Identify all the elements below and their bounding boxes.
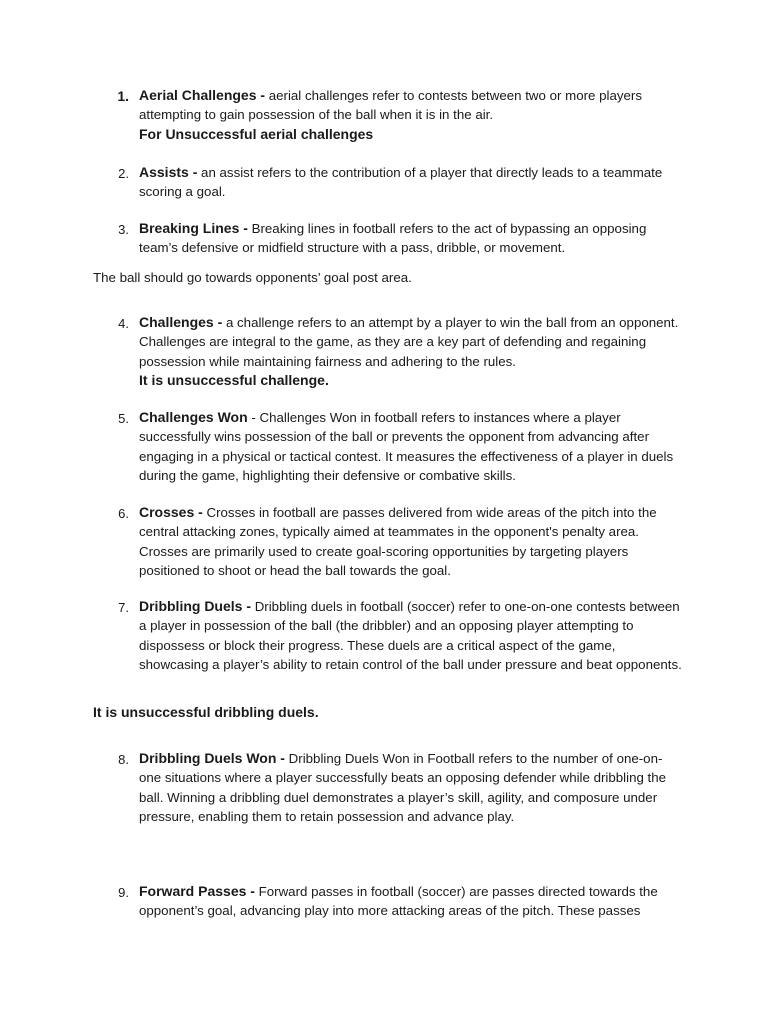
list-item-assists	[93, 163, 683, 202]
list-item-aerial-challenges	[93, 86, 683, 144]
list-number: 6.	[118, 506, 129, 521]
definition-text: Dribbling Duels Won in Football refers to the number of one-on-one situations where a player successfully beats an opposing defender while dribbling the ball. Winning a dribbling duel demonstrates a player’s skill, agility, and composure under pressure, enabling them to retain possession and advance play.	[139, 751, 667, 824]
list-number: 9.	[118, 885, 129, 900]
definition-text: Crosses in football are passes delivered from wide areas of the pitch into the central attacking zones, typically aimed at teammates in the opponent's penalty area. Crosses are primarily used to create goal-scoring opportunities by targeting players positioned to shoot or head the ball towards the goal.	[139, 505, 657, 578]
list-number: 5.	[118, 411, 129, 426]
term-label: Challenges -	[139, 314, 223, 330]
term-label: Crosses -	[139, 504, 203, 520]
term-label: Dribbling Duels -	[139, 598, 251, 614]
item-note: It is unsuccessful challenge.	[139, 371, 329, 388]
list-item-dribbling-duels	[93, 597, 683, 674]
definition-text: aerial challenges refer to contests between two or more players attempting to gain possession of the ball when it is in the air.	[139, 88, 642, 123]
definition-text: a challenge refers to an attempt by a player to win the ball from an opponent. Challenges are integral to the game, as they are a key part of defending and regaining possession while maintaining fairness and adhering to the rules.	[139, 315, 679, 369]
definition-text: Breaking lines in football refers to the act of bypassing an opposing team’s defensive or midfield structure with a pass, dribble, or movement.	[139, 221, 647, 256]
term-label: Assists -	[139, 164, 198, 180]
list-item-forward-passes	[93, 882, 683, 921]
term-label: Challenges Won	[139, 409, 248, 425]
term-label: Forward Passes -	[139, 883, 255, 899]
list-item-crosses	[93, 503, 683, 580]
list-item-challenges	[93, 313, 683, 390]
term-label: Breaking Lines -	[139, 220, 248, 236]
definition-text: Forward passes in football (soccer) are passes directed towards the opponent’s goal, advancing play into more attacking areas of the pitch. These passes	[139, 884, 658, 919]
list-item-breaking-lines	[93, 219, 683, 258]
body-paragraph: The ball should go towards opponents’ goal post area.	[93, 270, 412, 285]
bold-note-paragraph: It is unsuccessful dribbling duels.	[93, 704, 319, 720]
definition-text: - Challenges Won in football refers to instances where a player successfully wins possession of the ball or prevents the opponent from advancing after engaging in a physical or tactical contest. It measures the effectiveness of a player in duels during the game, highlighting their defensive or combative skills.	[139, 410, 674, 483]
list-item-challenges-won	[93, 408, 683, 485]
list-number: 1.	[117, 88, 129, 104]
item-note: For Unsuccessful aerial challenges	[139, 125, 374, 142]
term-label: Dribbling Duels Won -	[139, 750, 285, 766]
list-number: 3.	[118, 222, 129, 237]
term-label: Aerial Challenges -	[139, 87, 266, 103]
list-item-dribbling-duels-won	[93, 749, 683, 826]
list-number: 8.	[118, 752, 129, 767]
definition-text: Dribbling duels in football (soccer) refer to one-on-one contests between a player in possession of the ball (the dribbler) and an opposing player attempting to dispossess or block their progress. These duels are a critical aspect of the game, showcasing a player’s ability to retain control of the ball under pressure and beat opponents.	[139, 599, 682, 672]
definition-text: an assist refers to the contribution of a player that directly leads to a teammate scoring a goal.	[139, 165, 663, 200]
list-number: 2.	[118, 166, 129, 181]
list-number: 4.	[118, 316, 129, 331]
list-number: 7.	[118, 600, 129, 615]
